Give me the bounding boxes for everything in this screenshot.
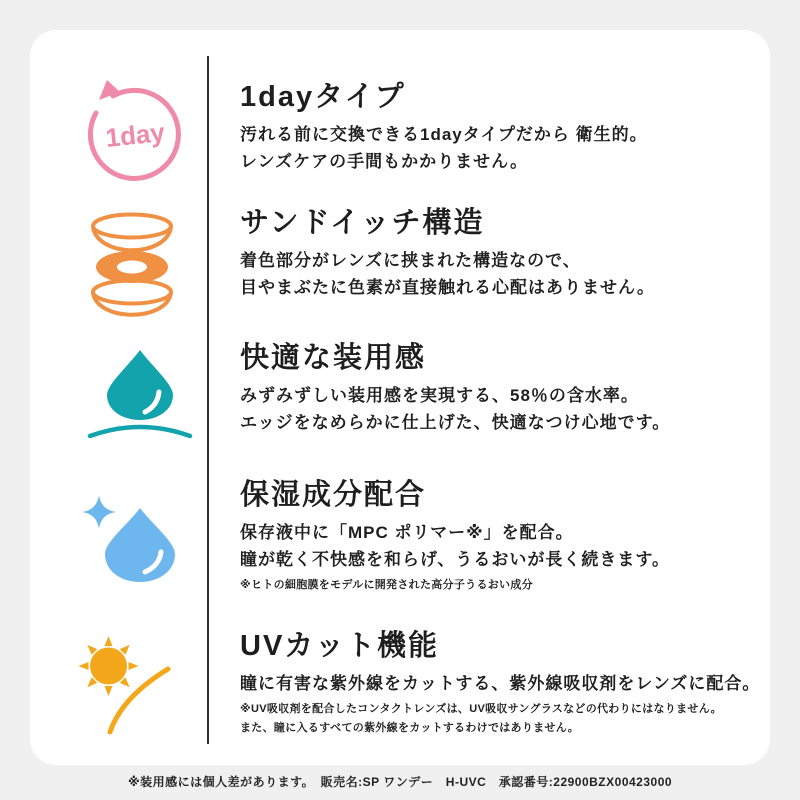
feature-title: 1dayタイプ bbox=[240, 81, 406, 113]
feature-body-line: 目やまぶたに色素が直接触れる心配はありません。 bbox=[240, 278, 656, 298]
feature-body-line: レンズケアの手間もかかりません。 bbox=[240, 152, 529, 172]
feature-title: 保湿成分配合 bbox=[240, 479, 427, 511]
feature-title: サンドイッチ構造 bbox=[240, 207, 485, 239]
feature-body-line: 瞳に有害な紫外線をカットする、紫外線吸収剤をレンズに配合。 bbox=[240, 674, 761, 694]
section-comfortable-wear bbox=[30, 343, 770, 436]
one-day-badge-label: 1day bbox=[104, 116, 167, 154]
feature-card bbox=[30, 30, 770, 765]
footer-legal-text: ※装用感には個人差があります。 販売名:SP ワンデー H-UVC 承認番号:22900BZX00423000 bbox=[127, 775, 673, 789]
feature-body-line: 着色部分がレンズに挟まれた構造なので、 bbox=[240, 251, 581, 271]
section-1day-type bbox=[30, 82, 770, 175]
sparkle-drop-icon bbox=[82, 490, 182, 588]
feature-body-line: エッジをなめらかに仕上げた、快適なつけ心地です。 bbox=[240, 413, 671, 433]
feature-body-line: みずみずしい装用感を実現する、58％の含水率。 bbox=[240, 386, 639, 406]
feature-title: 快適な装用感 bbox=[240, 342, 427, 374]
section-sandwich-structure bbox=[30, 208, 770, 301]
lens-sandwich-icon bbox=[78, 212, 186, 318]
section-moisturizing bbox=[30, 480, 770, 593]
feature-title: UVカット機能 bbox=[240, 630, 439, 662]
feature-note: また、瞳に入るすべての紫外線をカットするわけではありません。 bbox=[240, 722, 579, 735]
feature-body-line: 保存液中に「MPC ポリマー※」を配合。 bbox=[240, 523, 574, 543]
feature-note: ※ヒトの細胞膜をモデルに開発された高分子うるおい成分 bbox=[240, 579, 533, 592]
sun-uv-icon bbox=[75, 635, 185, 740]
feature-note: ※UV吸収剤を配合したコンタクトレンズは、UV吸収サングラスなどの代わりにはなりません。 bbox=[240, 703, 722, 716]
water-drop-icon bbox=[85, 348, 195, 440]
refresh-1day-icon bbox=[85, 78, 182, 183]
feature-body-line: 瞳が乾く不快感を和らげ、うるおいが長く続きます。 bbox=[240, 550, 670, 570]
section-uv-cut bbox=[30, 631, 770, 736]
feature-body-line: 汚れる前に交換できる1dayタイプだから 衛生的。 bbox=[240, 125, 648, 145]
